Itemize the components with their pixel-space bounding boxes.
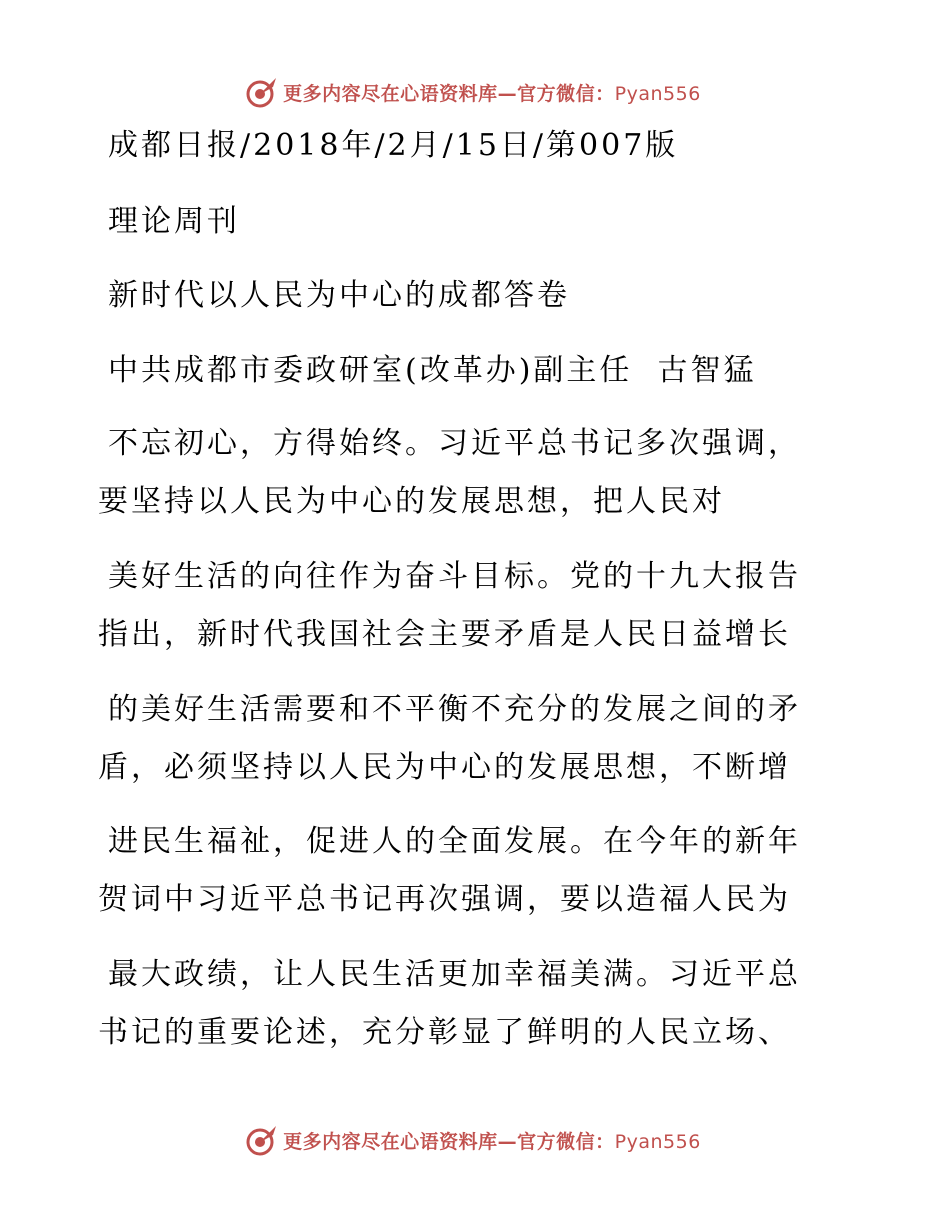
body-line-1: 不忘初心，方得始终。习近平总书记多次强调， [108,426,801,461]
body-line-5: 的美好生活需要和不平衡不充分的发展之间的矛 [108,692,801,727]
watermark-text: 更多内容尽在心语资料库—官方微信：Pyan556 [283,1130,701,1153]
body-line-7: 进民生福祉，促进人的全面发展。在今年的新年 [108,824,801,859]
body-line-4: 指出，新时代我国社会主要矛盾是人民日益增长 [98,617,791,652]
header-watermark [0,72,950,112]
body-line-8: 贺词中习近平总书记再次强调，要以造福人民为 [98,882,791,917]
footer-watermark [0,1120,950,1160]
watermark-text: 更多内容尽在心语资料库—官方微信：Pyan556 [283,82,701,105]
body-line-2: 要坚持以人民为中心的发展思想，把人民对 [98,484,725,519]
body-line-9: 最大政绩，让人民生活更加幸福美满。习近平总 [108,957,801,992]
quill-logo-icon [245,75,279,109]
body-line-10: 书记的重要论述，充分彰显了鲜明的人民立场、 [98,1015,791,1050]
body-line-6: 盾，必须坚持以人民为中心的发展思想，不断增 [98,750,791,785]
author-line: 中共成都市委政研室(改革办)副主任 古智猛 [108,353,757,388]
body-line-3: 美好生活的向往作为奋斗目标。党的十九大报告 [108,559,801,594]
source-line: 成都日报/2018年/2月/15日/第007版 [108,128,679,163]
section-label: 理论周刊 [108,204,240,239]
article-title: 新时代以人民为中心的成都答卷 [108,278,570,313]
quill-logo-icon [245,1123,279,1157]
